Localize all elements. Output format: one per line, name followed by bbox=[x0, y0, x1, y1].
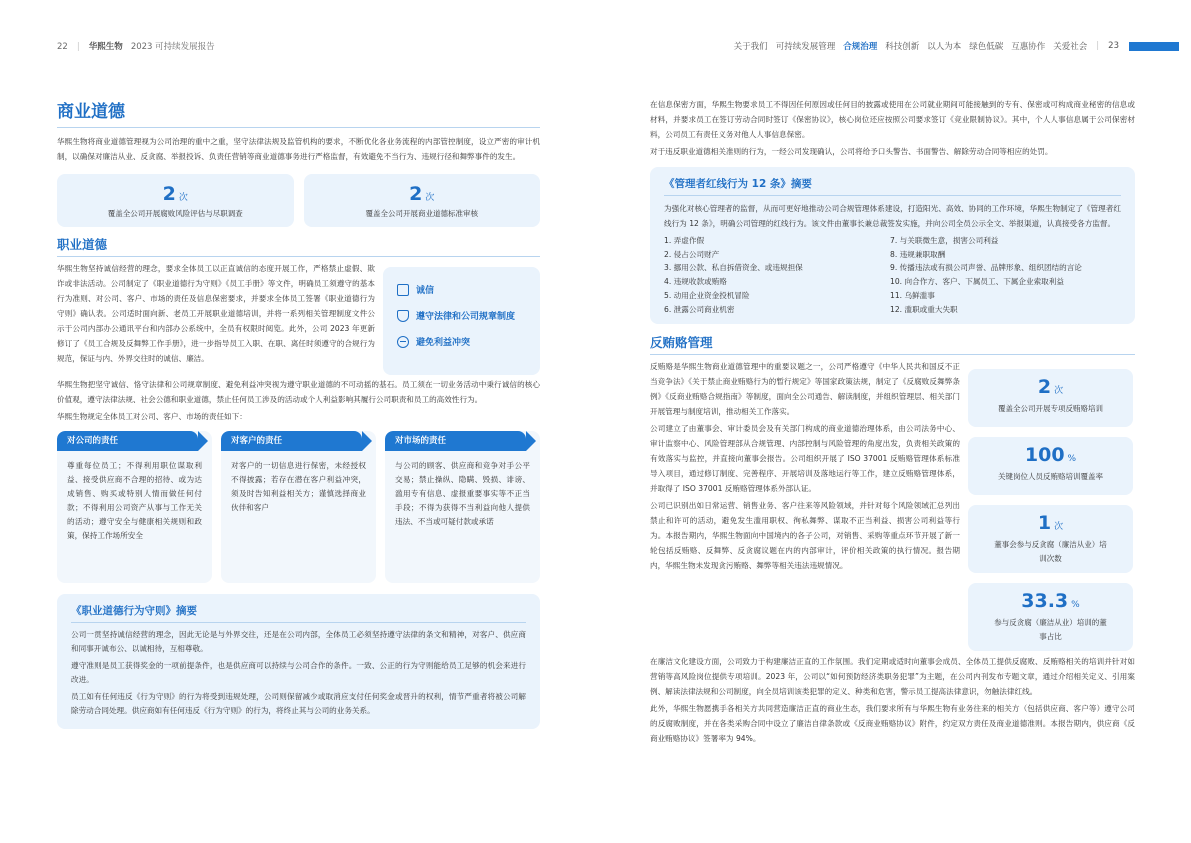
right-column bbox=[650, 97, 1135, 746]
redline-item: 8. 违规兼职取酬 bbox=[890, 249, 946, 259]
page-number-right: 23 bbox=[1108, 41, 1119, 51]
responsibility-cards bbox=[57, 431, 540, 583]
card-body: 与公司的顾客、供应商和竞争对手公平交易；禁止操纵、隐瞒、毁损、诽谤、滥用专有信息、虚报重要事实等不正当手段；不得为获得不当利益向他人提供违法、不当或可疑付款或承诺 bbox=[395, 461, 530, 526]
principle-integrity bbox=[397, 283, 540, 296]
redline-item: 1. 弄虚作假 bbox=[664, 236, 705, 245]
redline-summary bbox=[650, 167, 1135, 324]
nav-cooperation[interactable]: 互惠协作 bbox=[1011, 42, 1046, 52]
redline-item: 5. 动用企业资金投机冒险 bbox=[664, 290, 750, 300]
stat-label: 覆盖全公司开展腐败风险评估与尽职调查 bbox=[107, 209, 243, 218]
stat-number: 2 bbox=[409, 183, 423, 205]
stat-box bbox=[968, 369, 1133, 427]
document-icon bbox=[397, 284, 409, 296]
redline-item: 10. 向合作方、客户、下属员工、下属企业索取利益 bbox=[890, 277, 1064, 287]
stat-box bbox=[968, 505, 1133, 573]
stat-box bbox=[304, 174, 541, 227]
responsibility-card bbox=[221, 431, 376, 583]
redline-intro: 为强化对核心管理者的监督，从而可更好地推动公司合规管理体系建设，打造阳光、高效、协同的工作环境，华熙生物制定了《管理者红线行为 12 条》，明确公司管理的红线行为。该文件由董事长兼总裁签发实施，并向公司全员公示全文、举报渠道，认真接受各方监督。 bbox=[664, 204, 1121, 228]
stat-label: 覆盖全公司开展商业道德标准审核 bbox=[365, 209, 478, 218]
brand-name: 华熙生物 bbox=[88, 42, 123, 52]
summary-paragraph-2: 遵守准则是员工获得奖金的一项前提条件，也是供应商可以持续与公司合作的条件。一致、公正的行为守则能给员工足够的机会来进行改进。 bbox=[71, 661, 526, 684]
stat-number: 2 bbox=[162, 183, 176, 205]
card-heading: 对客户的责任 bbox=[221, 431, 362, 451]
redline-title: 《管理者红线行为 12 条》摘要 bbox=[664, 176, 1121, 196]
responsibility-card bbox=[385, 431, 540, 583]
stat-label: 董事会参与反贪腐（廉洁从业）培训次数 bbox=[994, 540, 1107, 564]
confidentiality-paragraph: 在信息保密方面，华熙生物要求员工不得因任何原因或任何目的披露或使用在公司就业期间可能接触到的专有、保密或可构成商业秘密的信息或材料，并要求员工在签订劳动合同时签订《保密协议》，核心岗位还应按照公司要求签订《竞业限制协议》。其中，个人人事信息属于公司保密材料，公司员工有责任义务对他人人事信息保密。 bbox=[650, 100, 1135, 139]
ethics-paragraph-3: 华熙生物规定全体员工对公司、客户、市场的责任如下： bbox=[57, 412, 247, 421]
principle-conflict bbox=[397, 335, 540, 348]
nav-innovation[interactable]: 科技创新 bbox=[885, 42, 920, 52]
stat-label: 参与反贪腐（廉洁从业）培训的董事占比 bbox=[994, 618, 1107, 642]
nav-people[interactable]: 以人为本 bbox=[927, 42, 962, 52]
stat-number: 100 bbox=[1024, 444, 1065, 467]
summary-title: 《职业道德行为守则》摘要 bbox=[71, 603, 526, 623]
integrity-culture-paragraph: 在廉洁文化建设方面，公司致力于构建廉洁正直的工作氛围。我们定期或适时向董事会成员、全体员工提供反腐败、反贿赂相关的培训并针对如营销等高风险岗位提供专项培训。2023 年，公司以“如何预防经济类职务犯罪”为主题，在公司内刊发布专题文章，通过介绍相关定义、引用案例、解读法律法规和公司制度，向全员培训该类犯罪的定义、种类和危害，警示员工提高法律意识，勿触法律红线。 bbox=[650, 657, 1135, 697]
section-title-anti-bribery: 反贿赂管理 bbox=[650, 333, 1135, 355]
stat-box bbox=[57, 174, 294, 227]
principle-label: 遵守法律和公司规章制度 bbox=[416, 312, 516, 322]
ethics-stats bbox=[57, 174, 540, 227]
header-left: 22 | 华熙生物 2023 可持续发展报告 bbox=[57, 42, 215, 52]
ban-icon bbox=[397, 336, 409, 348]
code-of-conduct-summary bbox=[57, 594, 540, 729]
page-number-left: 22 bbox=[57, 42, 68, 52]
responsibility-card bbox=[57, 431, 212, 583]
stat-box bbox=[968, 437, 1133, 495]
nav-society[interactable]: 关爱社会 bbox=[1053, 42, 1088, 52]
stat-unit: % bbox=[1071, 600, 1080, 611]
redline-item: 11. 乌鲜滥事 bbox=[890, 290, 935, 300]
ethics-paragraph-1: 华熙生物坚持诚信经营的理念，要求全体员工以正直诚信的态度开展工作，严格禁止虚假、欺诈或非法活动。公司制定了《职业道德行为守则》《员工手册》等文件，明确员工须遵守的基本行为准则、对公司、客户、市场的责任及信息保密要求，并要求全体员工签署《职业道德行为守则》确认表。公司适时面向新、老员工开展职业道德培训，并将一系列相关管理制度文件公示于公司内部办公通讯平台和内部办公系统中，全员有权限时阅览。此外，公司 2023 年更新修订了《员工合规及反舞弊工作手册》，进一步指导员工入职、在职、离任时须遵守的合规行为规范，保证与内、外界交往时的诚信、廉洁。 bbox=[57, 264, 375, 363]
redline-list bbox=[664, 234, 1121, 316]
summary-paragraph-3: 员工如有任何违反《行为守则》的行为将受到违规处理，公司则保留减少或取消应支付任何奖金或晋升的权利，情节严重者将被公司解除劳动合同处理。供应商如有任何违反《行为守则》的行为，将终止其与公司的业务关系。 bbox=[71, 692, 526, 715]
redline-item: 4. 违规收款或贿赂 bbox=[664, 277, 727, 287]
redline-item: 12. 滥职或重大失职 bbox=[890, 304, 958, 314]
redline-item: 2. 侵占公司财产 bbox=[664, 249, 720, 259]
anti-bribery-paragraph-3: 公司已识别出如日常运营、销售业务、客户往来等风险领域，并针对每个风险领域汇总列出禁止和许可的活动，避免发生滥用职权、徇私舞弊、谋取不正当利益、损害公司利益等行为。本报告期内，华熙生物面向中国境内的各子公司，对销售、采购等重点环节开展了新一轮包括反贿赂、反舞弊、反贪腐议题在内的内部审计，评价相关政策的执行情况。报告期内，华熙生物未发现贪污贿赂、舞弊等相关违法违规情况。 bbox=[650, 501, 960, 571]
section-title-professional-ethics: 职业道德 bbox=[57, 235, 540, 257]
card-body: 尊重每位员工；不得利用职位谋取利益、接受供应商不合理的招待、或为达成销售、购买或特别人情而做任何付款；不得利用公司资产从事与工作无关的活动；遵守安全与健康相关规则和政策，保持工作场所安全 bbox=[67, 461, 202, 540]
summary-paragraph-1: 公司一贯坚持诚信经营的理念，因此无论是与外界交往，还是在公司内部，全体员工必须坚持遵守法律的条文和精神，对客户、供应商和同事开诚布公、以诚相待，互相尊敬。 bbox=[71, 630, 526, 653]
section-title-business-ethics: 商业道德 bbox=[57, 97, 540, 128]
stat-unit: 次 bbox=[178, 193, 188, 203]
ethics-principles bbox=[383, 267, 540, 375]
stat-unit: 次 bbox=[1054, 386, 1064, 397]
nav-green[interactable]: 绿色低碳 bbox=[969, 42, 1004, 52]
stat-label: 关键岗位人员反贿赂培训覆盖率 bbox=[998, 472, 1103, 482]
nav-sustainability[interactable]: 可持续发展管理 bbox=[775, 42, 836, 52]
nav-governance[interactable]: 合规治理 bbox=[843, 42, 878, 52]
stat-unit: % bbox=[1067, 454, 1077, 465]
header-accent-bar bbox=[1129, 42, 1179, 51]
card-heading: 对市场的责任 bbox=[385, 431, 526, 451]
anti-bribery-wrap bbox=[650, 359, 1135, 651]
redline-item: 7. 与关联微生意，损害公司利益 bbox=[890, 236, 999, 245]
ethics-wrap bbox=[57, 261, 540, 375]
card-body: 对客户的一切信息进行保密，未经授权不得披露；若存在潜在客户利益冲突，须及时告知利益相关方；谨慎选择商业伙伴和客户 bbox=[231, 461, 366, 512]
stat-box bbox=[968, 583, 1133, 651]
anti-bribery-paragraph-2: 公司建立了由董事会、审计委员会及有关部门构成的商业道德治理体系，由公司法务中心、审计监察中心、风险管理部从合规管理、内部控制与风险管理的角度出发，负责相关政策的有效落实与监控，并直接向董事会报告。公司组织开展了 ISO 37001 反贿赂管理体系标准导入项目，通过修订制度、完善程序、开展培训及落地运行等工作，建立反贿赂管理体系，并取得了 ISO 37001 反贿赂管理体系外部认证。 bbox=[650, 424, 960, 494]
redline-item: 6. 泄露公司商业机密 bbox=[664, 304, 735, 314]
principle-compliance bbox=[397, 309, 540, 322]
left-column bbox=[57, 97, 540, 729]
nav-about[interactable]: 关于我们 bbox=[733, 42, 768, 52]
ethics-paragraph-2: 华熙生物把坚守诚信、恪守法律和公司规章制度、避免利益冲突视为遵守职业道德的不可动摇的基石。员工须在一切业务活动中秉行诚信的核心价值观，遵守法律法规、社会公德和职业道德，禁止任何员工涉及的活动或个人利益影响其履行公司职责和员工的高效性行为。 bbox=[57, 380, 540, 404]
stat-number: 2 bbox=[1037, 376, 1052, 399]
anti-bribery-stats bbox=[968, 369, 1133, 651]
redline-item: 3. 挪用公款、私自拆借资金、或违规担保 bbox=[664, 263, 803, 273]
header-nav: 关于我们 可持续发展管理 合规治理 科技创新 以人为本 绿色低碳 互惠协作 关爱社会 | 23 bbox=[726, 40, 1179, 52]
partner-integrity-paragraph: 此外，华熙生物愿携手各相关方共同营造廉洁正直的商业生态，我们要求所有与华熙生物有业务往来的相关方（包括供应商、客户等）遵守公司的反腐败制度，并在各类采购合同中设立了廉洁自律条款或《反商业贿赂协议》附件，约定双方责任及商业道德准则。本报告期内，供应商《反商业贿赂协议》签署率为 94%。 bbox=[650, 704, 1135, 744]
anti-bribery-paragraph-1: 反贿赂是华熙生物商业道德管理中的重要议题之一，公司严格遵守《中华人民共和国反不正当竞争法》《关于禁止商业贿赂行为的暂行规定》等国家政策法规，制定了《反腐败反舞弊条例》《反商业贿赂合规指南》等制度，面向全公司通告、解读制度，并组织管理层、相关部门开展管理与制度培训，推动相关工作落实。 bbox=[650, 362, 960, 417]
stat-unit: 次 bbox=[425, 193, 435, 203]
business-ethics-intro: 华熙生物将商业道德管理视为公司治理的重中之重，坚守法律法规及监管机构的要求，不断优化各业务流程的内部管控制度，设立严密的审计机制，以确保对廉洁从业、反贪腐、举报投诉、负责任营销等商业道德事务进行严格监督，有效避免不当行为、违规行径和舞弊事件的发生。 bbox=[57, 137, 540, 161]
principle-label: 诚信 bbox=[416, 286, 435, 296]
stat-unit: 次 bbox=[1054, 522, 1064, 533]
page-header bbox=[0, 0, 1191, 58]
report-title: 2023 可持续发展报告 bbox=[130, 42, 215, 52]
principle-label: 避免利益冲突 bbox=[416, 338, 471, 348]
card-heading: 对公司的责任 bbox=[57, 431, 198, 451]
stat-number: 33.3 bbox=[1021, 590, 1069, 613]
stat-number: 1 bbox=[1037, 512, 1052, 535]
redline-item: 9. 传播违法或有损公司声誉、品牌形象、组织团结的言论 bbox=[890, 263, 1082, 273]
shield-icon bbox=[397, 310, 409, 322]
stat-label: 覆盖全公司开展专项反贿赂培训 bbox=[998, 404, 1103, 414]
penalty-paragraph: 对于违反职业道德相关准则的行为，一经公司发现确认，公司将给予口头警告、书面警告、解除劳动合同等相应的处罚。 bbox=[650, 147, 1053, 156]
